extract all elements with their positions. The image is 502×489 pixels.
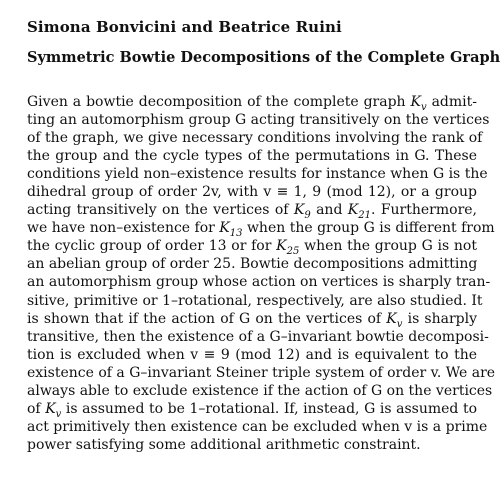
abstract-line: transitive, then the existence of a G–invariant bowtie decomposi- (27, 328, 489, 345)
abstract-line: existence of a G–invariant Steiner triple system of order v. We are (27, 364, 496, 381)
abstract-line: conditions yield non–existence results for instance when G is the (27, 166, 488, 183)
abstract-line: dihedral group of order 2v, with v ≡ 1, 9 (mod 12), or a group (27, 184, 477, 201)
abstract-line: power satisfying some additional arithmetic constraint. (27, 436, 421, 453)
abstract-line: is shown that if the action of G on the vertices of $K_v$ is sharply (27, 310, 478, 330)
authors: Simona Bonvicini and Beatrice Ruini (27, 18, 342, 36)
abstract-line: tion is excluded when v ≡ 9 (mod 12) and is equivalent to the (27, 346, 477, 363)
abstract-line: we have non–existence for $K_{13}$ when the group G is different from (27, 220, 495, 240)
abstract-line: of the graph, we give necessary conditions involving the rank of (27, 130, 483, 147)
abstract-line: an abelian group of order 25. Bowtie decompositions admitting (27, 256, 478, 273)
abstract-line: the cyclic group of order 13 or for $K_{25}$ when the group G is not (27, 238, 477, 258)
abstract-line: act primitively then existence can be excluded when v is a prime (27, 418, 488, 435)
abstract-line: the group and the cycle types of the permutations in G. These (27, 148, 477, 165)
abstract-line: sitive, primitive or 1–rotational, respectively, are also studied. It (27, 292, 483, 309)
abstract (27, 93, 496, 454)
abstract-line: an automorphism group whose action on vertices is sharply tran- (27, 274, 491, 291)
abstract-line: acting transitively on the vertices of $K_9$ and $K_{21}$. Furthermore, (27, 202, 478, 222)
abstract-line: ting an automorphism group G acting transitively on the vertices (27, 112, 490, 129)
abstract-line: always able to exclude existence if the action of G on the vertices (27, 382, 493, 399)
abstract-line: of $K_v$ is assumed to be 1–rotational. If, instead, G is assumed to (27, 400, 477, 420)
abstract-line: Given a bowtie decomposition of the complete graph $K_v$ admit- (27, 94, 477, 113)
paper-title: Symmetric Bowtie Decompositions of the Complete Graph (27, 49, 501, 66)
